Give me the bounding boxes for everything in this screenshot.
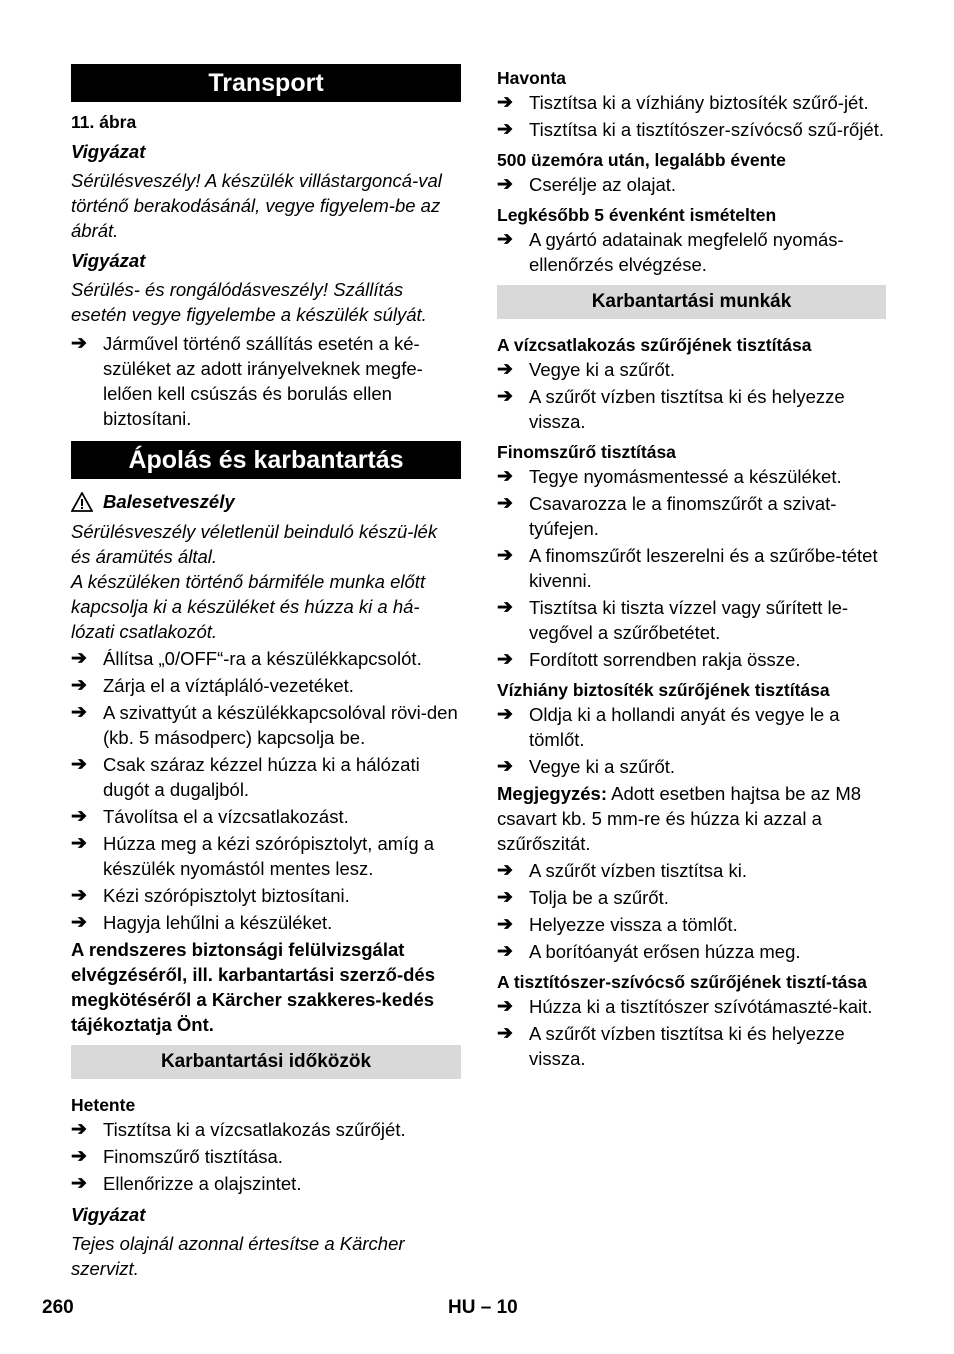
danger-heading bbox=[71, 489, 461, 514]
arrow-icon: ➔ bbox=[497, 386, 513, 407]
arrow-icon: ➔ bbox=[71, 1146, 87, 1167]
list-item-text: Távolítsa el a vízcsatlakozást. bbox=[103, 806, 349, 827]
right-column bbox=[497, 66, 886, 1073]
arrow-icon: ➔ bbox=[497, 860, 513, 881]
list-item bbox=[71, 883, 461, 908]
list-item-text: Tisztítsa ki a vízhiány biztosíték szűrő-jét. bbox=[529, 92, 869, 113]
list-item-text: A gyártó adatainak megfelelő nyomás-ellenőrzés elvégzése. bbox=[529, 229, 844, 275]
arrow-icon: ➔ bbox=[71, 675, 87, 696]
list-item-text: Cserélje az olajat. bbox=[529, 174, 677, 195]
arrow-icon: ➔ bbox=[71, 333, 87, 354]
years-5-list bbox=[497, 227, 886, 277]
language-page-label: HU – 10 bbox=[448, 1297, 518, 1318]
arrow-icon: ➔ bbox=[497, 466, 513, 487]
arrow-icon: ➔ bbox=[497, 493, 513, 514]
list-item-text: A szűrőt vízben tisztítsa ki és helyezze vissza. bbox=[529, 1023, 845, 1069]
arrow-icon: ➔ bbox=[497, 704, 513, 725]
arrow-icon: ➔ bbox=[497, 756, 513, 777]
figure-label: 11. ábra bbox=[71, 112, 137, 132]
caution-title: Vigyázat bbox=[71, 141, 146, 162]
service-note: A rendszeres biztonsági felülvizsgálat elvégzéséről, ill. karbantartási szerző-dés megkötéséről a Kärcher szakkeres-kedés tájékoztatja Önt. bbox=[71, 939, 435, 1035]
arrow-icon: ➔ bbox=[71, 833, 87, 854]
note-text: Adott esetben hajtsa be az M8 csavart kb. 5 mm-re és húzza ki azzal a szűrőszitát. bbox=[497, 783, 862, 854]
list-item-text: A finomszűrőt leszerelni és a szűrőbe-tétet kivenni. bbox=[529, 545, 878, 591]
danger-text: Sérülésveszély véletlenül beinduló készü-lék és áramütés által. bbox=[71, 521, 438, 567]
arrow-icon: ➔ bbox=[497, 229, 513, 250]
years-5-title: Legkésőbb 5 évenként ismételten bbox=[497, 205, 777, 225]
arrow-icon: ➔ bbox=[497, 174, 513, 195]
list-item bbox=[71, 752, 461, 802]
list-item-text: Tisztítsa ki a tisztítószer-szívócső szű-rőjét. bbox=[529, 119, 885, 140]
arrow-icon: ➔ bbox=[71, 1119, 87, 1140]
list-item bbox=[71, 831, 461, 881]
list-item bbox=[71, 1144, 461, 1169]
list-item bbox=[71, 804, 461, 829]
arrow-icon: ➔ bbox=[71, 754, 87, 775]
hours-500-title: 500 üzemóra után, legalább évente bbox=[497, 150, 786, 170]
arrow-icon: ➔ bbox=[497, 914, 513, 935]
arrow-icon: ➔ bbox=[71, 702, 87, 723]
list-item bbox=[497, 885, 886, 910]
list-item bbox=[497, 227, 886, 277]
list-item-text: Tolja be a szűrőt. bbox=[529, 887, 669, 908]
caution-title: Vigyázat bbox=[71, 250, 146, 271]
list-item bbox=[71, 700, 461, 750]
caution-title: Vigyázat bbox=[71, 1204, 146, 1225]
arrow-icon: ➔ bbox=[497, 119, 513, 140]
danger-title: Balesetveszély bbox=[103, 491, 235, 512]
arrow-icon: ➔ bbox=[497, 359, 513, 380]
list-item bbox=[497, 939, 886, 964]
list-item bbox=[71, 331, 461, 431]
list-item bbox=[71, 646, 461, 671]
list-item bbox=[497, 543, 886, 593]
list-item-text: Állítsa „0/OFF“-ra a készülékkapcsolót. bbox=[103, 648, 422, 669]
arrow-icon: ➔ bbox=[497, 649, 513, 670]
page-number: 260 bbox=[42, 1297, 74, 1318]
lack-filter-list-2 bbox=[497, 858, 886, 964]
water-filter-list bbox=[497, 357, 886, 434]
fine-filter-list bbox=[497, 464, 886, 672]
list-item-text: A szivattyút a készülékkapcsolóval rövi-den (kb. 5 másodperc) kapcsolja be. bbox=[103, 702, 458, 748]
weekly-list bbox=[71, 1117, 461, 1196]
list-item-text: Tisztítsa ki a vízcsatlakozás szűrőjét. bbox=[103, 1119, 406, 1140]
list-item-text: Ellenőrizze a olajszintet. bbox=[103, 1173, 302, 1194]
list-item-text: Fordított sorrendben rakja össze. bbox=[529, 649, 801, 670]
lack-filter-title: Vízhiány biztosíték szűrőjének tisztítása bbox=[497, 680, 830, 700]
list-item-text: Csavarozza le a finomszűrőt a szivat-tyúfejen. bbox=[529, 493, 837, 539]
list-item-text: Oldja ki a hollandi anyát és vegye le a tömlőt. bbox=[529, 704, 840, 750]
warning-triangle-icon bbox=[71, 492, 93, 512]
list-item-text: Húzza ki a tisztítószer szívótámaszté-kait. bbox=[529, 996, 873, 1017]
care-list bbox=[71, 646, 461, 935]
transport-list bbox=[71, 331, 461, 431]
section-title-intervals: Karbantartási időközök bbox=[71, 1045, 461, 1079]
list-item bbox=[497, 595, 886, 645]
monthly-list bbox=[497, 90, 886, 142]
list-item-text: Kézi szórópisztolyt biztosítani. bbox=[103, 885, 350, 906]
arrow-icon: ➔ bbox=[497, 545, 513, 566]
arrow-icon: ➔ bbox=[497, 941, 513, 962]
list-item bbox=[71, 673, 461, 698]
list-item-text: Helyezze vissza a tömlőt. bbox=[529, 914, 738, 935]
list-item bbox=[497, 858, 886, 883]
list-item bbox=[497, 491, 886, 541]
section-title-transport: Transport bbox=[71, 64, 461, 102]
arrow-icon: ➔ bbox=[497, 1023, 513, 1044]
list-item bbox=[497, 702, 886, 752]
list-item-text: A borítóanyát erősen húzza meg. bbox=[529, 941, 801, 962]
monthly-title: Havonta bbox=[497, 68, 567, 88]
list-item-text: A szűrőt vízben tisztítsa ki. bbox=[529, 860, 747, 881]
weekly-title: Hetente bbox=[71, 1095, 136, 1115]
list-item bbox=[497, 384, 886, 434]
list-item-text: Vegye ki a szűrőt. bbox=[529, 756, 676, 777]
arrow-icon: ➔ bbox=[71, 648, 87, 669]
arrow-icon: ➔ bbox=[71, 912, 87, 933]
list-item bbox=[71, 1117, 461, 1142]
list-item-text: Zárja el a víztápláló-vezetéket. bbox=[103, 675, 354, 696]
list-item bbox=[497, 994, 886, 1019]
arrow-icon: ➔ bbox=[497, 996, 513, 1017]
arrow-icon: ➔ bbox=[497, 92, 513, 113]
list-item bbox=[71, 1171, 461, 1196]
hours-500-list bbox=[497, 172, 886, 197]
list-item bbox=[497, 647, 886, 672]
list-item bbox=[71, 910, 461, 935]
list-item-text: Járművel történő szállítás esetén a ké-szüléket az adott irányelveknek megfe-lelően kell csúszás és borulás ellen biztosítani. bbox=[103, 333, 423, 429]
arrow-icon: ➔ bbox=[71, 806, 87, 827]
list-item bbox=[497, 912, 886, 937]
caution-text: Tejes olajnál azonnal értesítse a Kärcher szervizt. bbox=[71, 1233, 405, 1279]
section-title-care: Ápolás és karbantartás bbox=[71, 441, 461, 479]
detergent-filter-list bbox=[497, 994, 886, 1071]
water-filter-title: A vízcsatlakozás szűrőjének tisztítása bbox=[497, 335, 812, 355]
detergent-filter-title: A tisztítószer-szívócső szűrőjének tisztí-tása bbox=[497, 972, 867, 992]
list-item-text: Hagyja lehűlni a készüléket. bbox=[103, 912, 333, 933]
list-item-text: Vegye ki a szűrőt. bbox=[529, 359, 676, 380]
left-column bbox=[71, 64, 461, 1281]
arrow-icon: ➔ bbox=[497, 887, 513, 908]
list-item bbox=[497, 1021, 886, 1071]
section-title-work: Karbantartási munkák bbox=[497, 285, 886, 319]
list-item bbox=[497, 172, 886, 197]
list-item-text: Tisztítsa ki tiszta vízzel vagy sűrített le-vegővel a szűrőbetétet. bbox=[529, 597, 849, 643]
list-item bbox=[497, 357, 886, 382]
list-item bbox=[497, 117, 886, 142]
note-paragraph bbox=[497, 781, 886, 856]
list-item-text: Finomszűrő tisztítása. bbox=[103, 1146, 283, 1167]
lack-filter-list bbox=[497, 702, 886, 779]
list-item-text: Tegye nyomásmentessé a készüléket. bbox=[529, 466, 842, 487]
caution-text: Sérülés- és rongálódásveszély! Szállítás esetén vegye figyelembe a készülék súlyát. bbox=[71, 279, 427, 325]
fine-filter-title: Finomszűrő tisztítása bbox=[497, 442, 676, 462]
list-item bbox=[497, 464, 886, 489]
list-item bbox=[497, 754, 886, 779]
list-item-text: Húzza meg a kézi szórópisztolyt, amíg a készülék nyomástól mentes lesz. bbox=[103, 833, 435, 879]
arrow-icon: ➔ bbox=[71, 885, 87, 906]
list-item-text: Csak száraz kézzel húzza ki a hálózati dugót a dugaljból. bbox=[103, 754, 420, 800]
list-item-text: A szűrőt vízben tisztítsa ki és helyezze vissza. bbox=[529, 386, 845, 432]
caution-text: Sérülésveszély! A készülék villástargoncá-val történő berakodásánál, vegye figyelem-be az ábrát. bbox=[71, 170, 442, 241]
arrow-icon: ➔ bbox=[71, 1173, 87, 1194]
danger-text: A készüléken történő bármiféle munka előtt kapcsolja ki a készüléket és húzza ki a há-lózati csatlakozót. bbox=[71, 571, 426, 642]
note-label: Megjegyzés: bbox=[497, 783, 608, 804]
list-item bbox=[497, 90, 886, 115]
arrow-icon: ➔ bbox=[497, 597, 513, 618]
